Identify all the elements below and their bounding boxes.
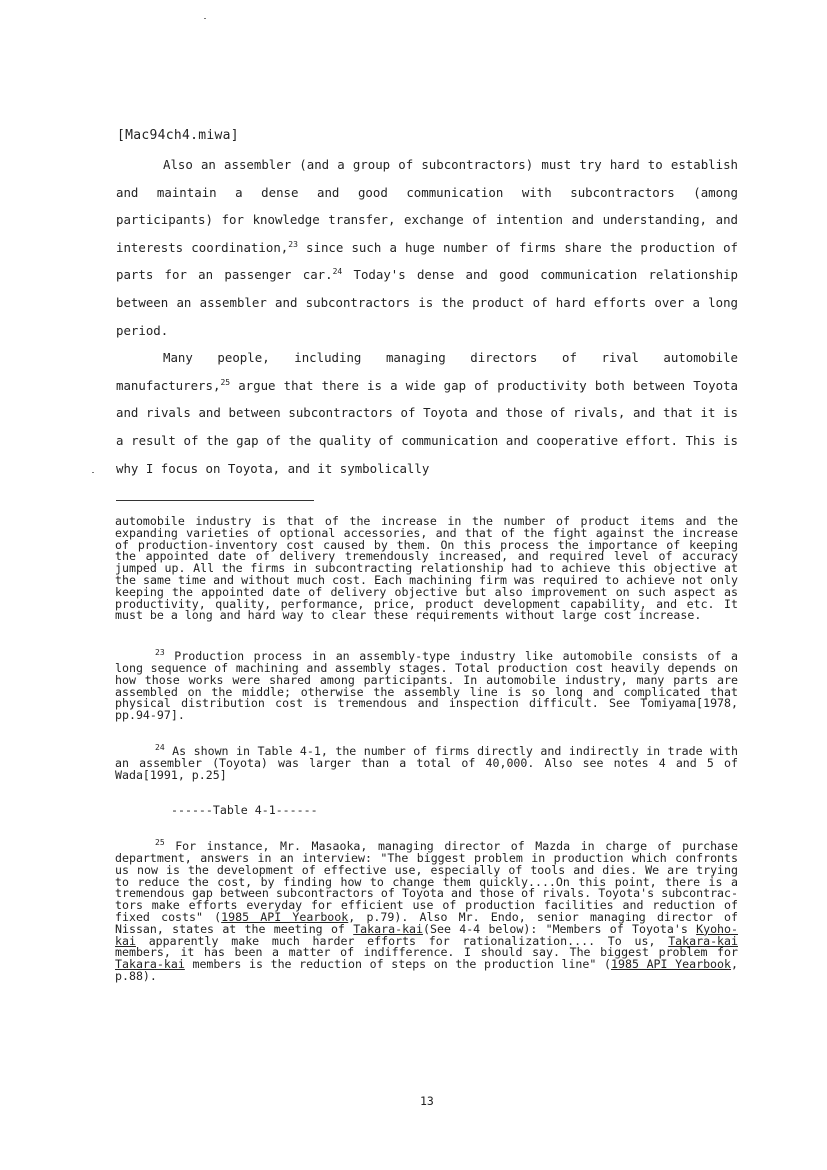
footnote-continuation: automobile industry is that of the increase in the number of product items and the expanding varieties of optional accessories, and that of the fight against the increase of production-inventory cost caused by them. On this process the importance of keeping the appointed date of delivery tremendously increased, and required level of accuracy jumped up. All the firms in subcontracting relationship had to achieve this objective at the same time and without much cost. Each machining firm was required to achieve not only keeping the appointed date of delivery objective but also improvement on such aspect as productivity, quality, performance, price, product development capability, and etc. It must be a long and hard way to clear these requirements without large cost increase. bbox=[115, 514, 738, 623]
citation-api-yearbook: 1985 API Yearbook bbox=[221, 909, 349, 924]
term-kyoho-kai: Kyoho-kai bbox=[115, 921, 738, 948]
citation-api-yearbook: 1985 API Yearbook bbox=[611, 957, 732, 972]
footnote-ref-24: 24 bbox=[332, 267, 343, 277]
footnote-separator bbox=[116, 500, 314, 501]
page-number: 13 bbox=[420, 1094, 434, 1108]
footnote-24: $^{24}$ As shown in Table 4-1, the number of firms directly and indirectly in trade with an assembler (Toyota) was larger than a total of 40,000. Also see notes 4 and 5 of Wada[1991, p.25] bbox=[115, 743, 738, 782]
footnote-23: $^{23}$ Production process in an assembly-type industry like automobile consists of a long sequence of machining and assembly stages. Total production cost heavily depends on how those works were shared among participants. In automobile industry, many parts are assembled on the middle; otherwise the assembly line is so long and complicated that physical distribution cost is tremendous and inspection difficult. See Tomiyama[1978, pp.94-97]. bbox=[115, 648, 738, 723]
scan-speck bbox=[92, 472, 94, 473]
file-identifier: [Mac94ch4.miwa] bbox=[117, 128, 239, 143]
paragraph-2: Many people, including managing directors of rival automobile manufacturers,$^{25}$ argue that there is a wide gap of productivity both between Toyota and rivals and between subcontractors of Toyota and those of rivals, and that it is a result of the gap of the quality of communication and cooperative effort. This is why I focus on Toyota, and it symbolically bbox=[116, 350, 738, 476]
footnote-number: 24 bbox=[155, 743, 165, 753]
main-body-text bbox=[116, 151, 738, 482]
footnotes-section bbox=[115, 516, 738, 983]
term-takara-kai: Takara-kai bbox=[353, 921, 424, 936]
footnote-ref-23: 23 bbox=[288, 239, 298, 249]
footnote-25: $^{25}$ For instance, Mr. Masaoka, managing director of Mazda in charge of purchase department, answers in an interview: "The biggest problem in production which confronts us now is the development of effective use, especially of tools and dies. We are trying to reduce the cost, by finding how to change them quickly....On this point, there is a tremendous gap between subcontractors of Toyota and those of rivals. Toyota's subcontrac-tors make efforts everyday for efficient use of production facilities and reduction of fixed costs" (1985 API Yearbook, p.79). Also Mr. Endo, senior managing director of Nissan, states at the meeting of Takara-kai(See 4-4 below): "Members of Toyota's Kyoho-kai apparently make much harder efforts for rationalization.... To us, Takara-kai members, it has been a matter of indifference. I should say. The biggest problem for Takara-kai members is the reduction of steps on the production line" (1985 API Yearbook, p.88). bbox=[115, 838, 738, 983]
footnote-ref-25: 25 bbox=[220, 377, 231, 387]
term-takara-kai: Takara-kai bbox=[115, 957, 185, 972]
footnote-number: 23 bbox=[155, 648, 165, 658]
footnote-number: 25 bbox=[155, 838, 165, 848]
paragraph-1: Also an assembler (and a group of subcontractors) must try hard to establish and maintain a dense and good communication with subcontractors (among participants) for knowledge transfer, exchange of intention and understanding, and interests coordination,$^{23}$ since such a huge number of firms share the production of parts for an passenger car.$^{24}$ Today's dense and good communication relationship between an assembler and subcontractors is the product of hard efforts over a long period. bbox=[116, 157, 739, 338]
scan-speck bbox=[204, 18, 206, 19]
term-takara-kai: Takara-kai bbox=[668, 933, 738, 948]
table-placeholder: ------Table 4-1------ bbox=[171, 803, 318, 818]
